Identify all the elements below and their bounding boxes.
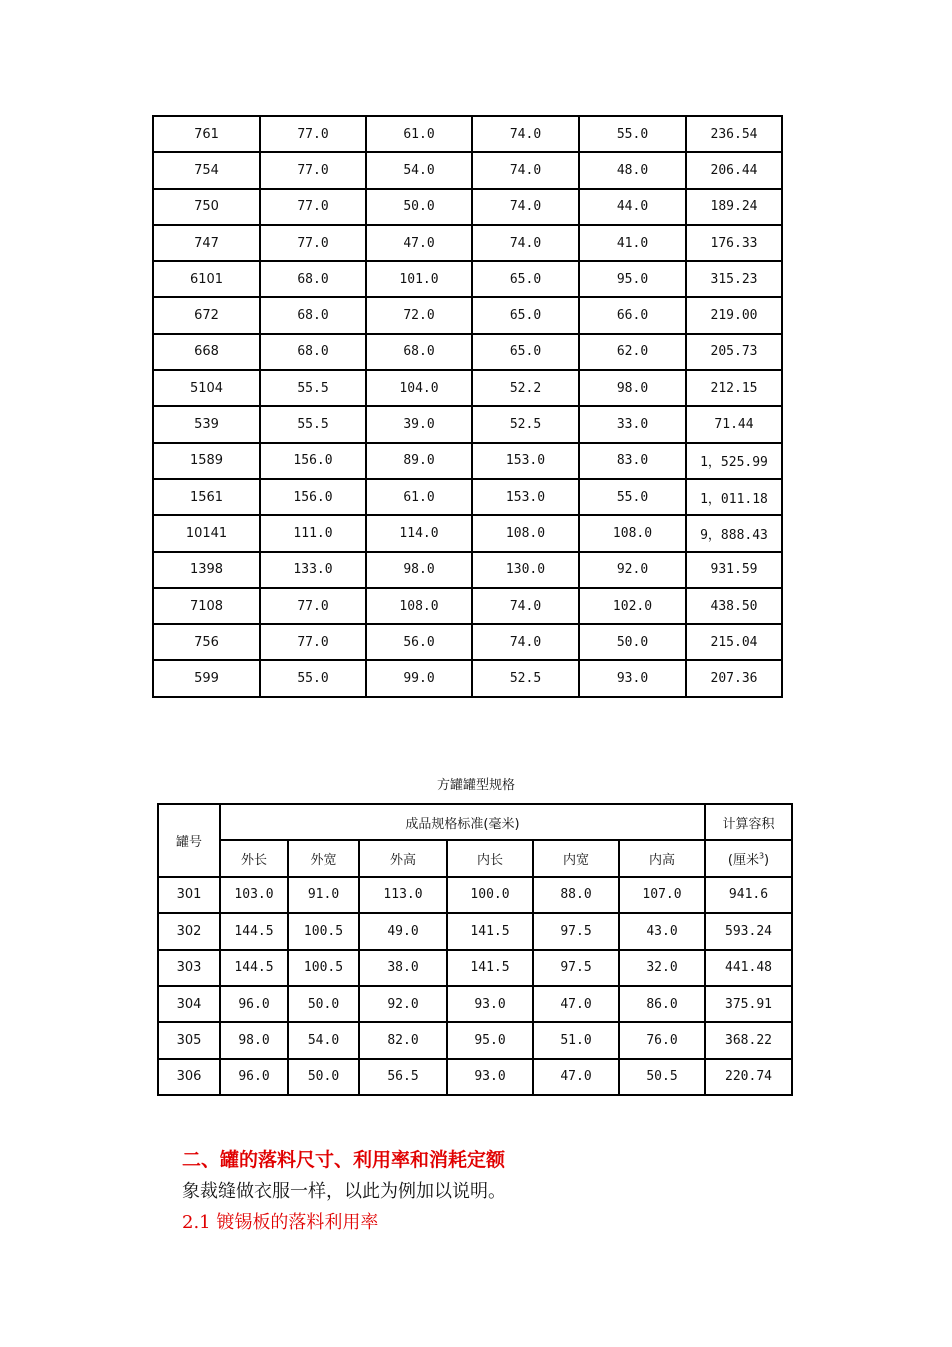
can-number-cell: 750: [153, 189, 260, 225]
can-number-cell: 756: [153, 624, 260, 660]
value-cell: 107.0: [619, 877, 705, 913]
value-cell: 100.5: [288, 950, 359, 986]
can-number-cell: 1561: [153, 479, 260, 515]
can-number-cell: 304: [158, 986, 220, 1022]
value-cell: 104.0: [366, 370, 472, 406]
value-cell: 56.5: [359, 1059, 447, 1095]
value-cell: 65.0: [472, 261, 579, 297]
value-cell: 88.0: [533, 877, 619, 913]
square-can-table-caption: 方罐罐型规格: [436, 778, 515, 793]
value-cell: 89.0: [366, 443, 472, 479]
table-row: [158, 1022, 792, 1058]
value-cell: 93.0: [447, 1059, 533, 1095]
value-cell: 95.0: [579, 261, 686, 297]
value-cell: 48.0: [579, 152, 686, 188]
value-cell: 50.0: [579, 624, 686, 660]
can-number-cell: 303: [158, 950, 220, 986]
value-cell: 74.0: [472, 225, 579, 261]
value-cell: 55.0: [260, 660, 366, 696]
table-row: [153, 552, 782, 588]
can-number-cell: 306: [158, 1059, 220, 1095]
can-number-cell: 6101: [153, 261, 260, 297]
value-cell: 74.0: [472, 624, 579, 660]
header-inner-width: 内宽: [533, 840, 619, 876]
value-cell: 56.0: [366, 624, 472, 660]
can-number-cell: 302: [158, 913, 220, 949]
can-number-cell: 668: [153, 334, 260, 370]
value-cell: 212.15: [686, 370, 782, 406]
value-cell: 215.04: [686, 624, 782, 660]
square-can-spec-table: [157, 803, 793, 1096]
value-cell: 74.0: [472, 588, 579, 624]
table-row: [158, 1059, 792, 1095]
can-number-cell: 539: [153, 406, 260, 442]
value-cell: 50.0: [288, 1059, 359, 1095]
value-cell: 68.0: [366, 334, 472, 370]
value-cell: 153.0: [472, 479, 579, 515]
value-cell: 130.0: [472, 552, 579, 588]
table-row: [153, 660, 782, 696]
value-cell: 100.0: [447, 877, 533, 913]
table-row: [153, 152, 782, 188]
value-cell: 86.0: [619, 986, 705, 1022]
value-cell: 50.0: [288, 986, 359, 1022]
value-cell: 220.74: [705, 1059, 792, 1095]
value-cell: 97.5: [533, 913, 619, 949]
table-row: [153, 443, 782, 479]
value-cell: 68.0: [260, 297, 366, 333]
value-cell: 61.0: [366, 479, 472, 515]
value-cell: 375.91: [705, 986, 792, 1022]
value-cell: 65.0: [472, 297, 579, 333]
value-cell: 62.0: [579, 334, 686, 370]
value-cell: 55.0: [579, 479, 686, 515]
value-cell: 49.0: [359, 913, 447, 949]
table-row: [153, 189, 782, 225]
value-cell: 108.0: [579, 515, 686, 551]
value-cell: 92.0: [359, 986, 447, 1022]
value-cell: 205.73: [686, 334, 782, 370]
can-spec-table-continued: [152, 115, 783, 698]
value-cell: 54.0: [366, 152, 472, 188]
value-cell: 65.0: [472, 334, 579, 370]
value-cell: 315.23: [686, 261, 782, 297]
value-cell: 189.24: [686, 189, 782, 225]
can-number-cell: 5104: [153, 370, 260, 406]
value-cell: 438.50: [686, 588, 782, 624]
table-row: [153, 297, 782, 333]
value-cell: 83.0: [579, 443, 686, 479]
header-volume-unit: (厘米$^3$): [705, 840, 792, 876]
header-outer-length: 外长: [220, 840, 288, 876]
value-cell: 74.0: [472, 116, 579, 152]
table-row: [158, 986, 792, 1022]
can-number-cell: 10141: [153, 515, 260, 551]
value-cell: 144.5: [220, 950, 288, 986]
value-cell: 95.0: [447, 1022, 533, 1058]
value-cell: 77.0: [260, 225, 366, 261]
value-cell: 47.0: [366, 225, 472, 261]
value-cell: 74.0: [472, 189, 579, 225]
value-cell: 68.0: [260, 261, 366, 297]
value-cell: 50.0: [366, 189, 472, 225]
value-cell: 98.0: [366, 552, 472, 588]
value-cell: 47.0: [533, 1059, 619, 1095]
value-cell: 77.0: [260, 588, 366, 624]
value-cell: 61.0: [366, 116, 472, 152]
value-cell: 77.0: [260, 116, 366, 152]
value-cell: 141.5: [447, 950, 533, 986]
value-cell: 101.0: [366, 261, 472, 297]
value-cell: 9，888.43: [686, 515, 782, 551]
value-cell: 99.0: [366, 660, 472, 696]
value-cell: 153.0: [472, 443, 579, 479]
table-row: [153, 334, 782, 370]
can-number-cell: 1589: [153, 443, 260, 479]
header-calculated-volume: 计算容积: [705, 804, 792, 840]
value-cell: 236.54: [686, 116, 782, 152]
header-inner-length: 内长: [447, 840, 533, 876]
value-cell: 76.0: [619, 1022, 705, 1058]
value-cell: 103.0: [220, 877, 288, 913]
value-cell: 141.5: [447, 913, 533, 949]
value-cell: 91.0: [288, 877, 359, 913]
can-number-cell: 747: [153, 225, 260, 261]
can-number-cell: 305: [158, 1022, 220, 1058]
value-cell: 52.2: [472, 370, 579, 406]
value-cell: 156.0: [260, 479, 366, 515]
value-cell: 55.5: [260, 370, 366, 406]
table-row: [153, 515, 782, 551]
value-cell: 206.44: [686, 152, 782, 188]
header-outer-width: 外宽: [288, 840, 359, 876]
header-finished-spec: 成品规格标准(毫米): [220, 804, 705, 840]
value-cell: 72.0: [366, 297, 472, 333]
value-cell: 941.6: [705, 877, 792, 913]
value-cell: 1，525.99: [686, 443, 782, 479]
table-row: [153, 624, 782, 660]
value-cell: 54.0: [288, 1022, 359, 1058]
value-cell: 38.0: [359, 950, 447, 986]
table-row: [153, 225, 782, 261]
value-cell: 931.59: [686, 552, 782, 588]
value-cell: 51.0: [533, 1022, 619, 1058]
value-cell: 96.0: [220, 1059, 288, 1095]
value-cell: 52.5: [472, 406, 579, 442]
value-cell: 207.36: [686, 660, 782, 696]
value-cell: 50.5: [619, 1059, 705, 1095]
value-cell: 219.00: [686, 297, 782, 333]
value-cell: 368.22: [705, 1022, 792, 1058]
subsection-heading: 2.1 镀锡板的落料利用率: [182, 1212, 379, 1233]
header-can-number: 罐号: [158, 804, 220, 877]
value-cell: 144.5: [220, 913, 288, 949]
header-inner-height: 内高: [619, 840, 705, 876]
value-cell: 102.0: [579, 588, 686, 624]
value-cell: 156.0: [260, 443, 366, 479]
table-row: [153, 370, 782, 406]
value-cell: 98.0: [220, 1022, 288, 1058]
value-cell: 98.0: [579, 370, 686, 406]
value-cell: 97.5: [533, 950, 619, 986]
value-cell: 108.0: [366, 588, 472, 624]
value-cell: 74.0: [472, 152, 579, 188]
value-cell: 93.0: [579, 660, 686, 696]
value-cell: 108.0: [472, 515, 579, 551]
table-row: [153, 116, 782, 152]
value-cell: 55.5: [260, 406, 366, 442]
value-cell: 113.0: [359, 877, 447, 913]
value-cell: 133.0: [260, 552, 366, 588]
value-cell: 43.0: [619, 913, 705, 949]
value-cell: 52.5: [472, 660, 579, 696]
section-heading: 二、罐的落料尺寸、利用率和消耗定额: [182, 1149, 506, 1171]
section-paragraph: 象裁缝做衣服一样，以此为例加以说明。: [182, 1181, 506, 1202]
can-number-cell: 599: [153, 660, 260, 696]
can-number-cell: 7108: [153, 588, 260, 624]
table-row: [153, 406, 782, 442]
value-cell: 77.0: [260, 189, 366, 225]
table-row: [158, 950, 792, 986]
table-row: [153, 588, 782, 624]
value-cell: 33.0: [579, 406, 686, 442]
value-cell: 41.0: [579, 225, 686, 261]
value-cell: 176.33: [686, 225, 782, 261]
value-cell: 39.0: [366, 406, 472, 442]
value-cell: 77.0: [260, 152, 366, 188]
value-cell: 111.0: [260, 515, 366, 551]
value-cell: 77.0: [260, 624, 366, 660]
value-cell: 66.0: [579, 297, 686, 333]
can-number-cell: 754: [153, 152, 260, 188]
value-cell: 1，011.18: [686, 479, 782, 515]
can-number-cell: 301: [158, 877, 220, 913]
can-number-cell: 672: [153, 297, 260, 333]
value-cell: 71.44: [686, 406, 782, 442]
table-row: [158, 913, 792, 949]
value-cell: 47.0: [533, 986, 619, 1022]
value-cell: 100.5: [288, 913, 359, 949]
value-cell: 96.0: [220, 986, 288, 1022]
table-row: [153, 479, 782, 515]
value-cell: 593.24: [705, 913, 792, 949]
value-cell: 44.0: [579, 189, 686, 225]
table-row: [153, 261, 782, 297]
value-cell: 92.0: [579, 552, 686, 588]
table-row: [158, 877, 792, 913]
value-cell: 32.0: [619, 950, 705, 986]
value-cell: 55.0: [579, 116, 686, 152]
value-cell: 68.0: [260, 334, 366, 370]
header-outer-height: 外高: [359, 840, 447, 876]
can-number-cell: 761: [153, 116, 260, 152]
value-cell: 114.0: [366, 515, 472, 551]
can-number-cell: 1398: [153, 552, 260, 588]
value-cell: 441.48: [705, 950, 792, 986]
value-cell: 93.0: [447, 986, 533, 1022]
value-cell: 82.0: [359, 1022, 447, 1058]
